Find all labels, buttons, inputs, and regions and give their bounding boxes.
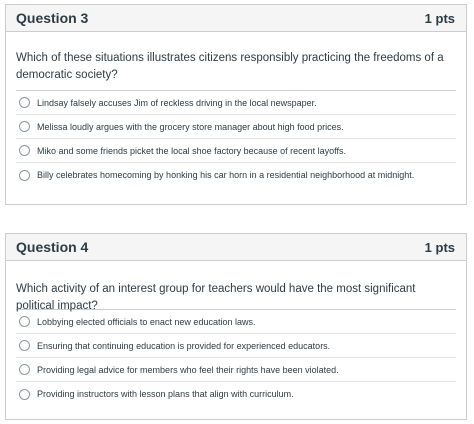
question-points: 1 pts [424,10,455,26]
answer-option[interactable] [16,358,456,382]
radio-button[interactable] [19,340,30,351]
question-header [6,234,466,261]
answer-option[interactable] [16,163,456,187]
question-4-card [5,233,467,420]
radio-button[interactable] [19,389,30,400]
answer-label[interactable]: Providing instructors with lesson plans that align with curriculum. [37,389,294,399]
answer-option[interactable] [16,115,456,139]
question-title: Question 3 [16,10,89,26]
answer-label[interactable]: Lobbying elected officials to enact new education laws. [37,316,256,327]
radio-button[interactable] [19,145,30,156]
radio-button[interactable] [19,170,30,181]
answer-label[interactable]: Melissa loudly argues with the grocery store manager about high food prices. [37,121,344,132]
answer-list [16,90,456,187]
radio-button[interactable] [19,316,30,327]
answer-option[interactable] [16,382,456,406]
answer-label[interactable]: Miko and some friends picket the local shoe factory because of recent layoffs. [37,145,346,156]
question-points: 1 pts [424,239,455,255]
answer-option[interactable] [16,139,456,163]
question-text: Which of these situations illustrates citizens responsibly practicing the freedoms of a democratic society? [16,52,444,81]
question-title: Question 4 [16,239,89,255]
radio-button[interactable] [19,364,30,375]
answer-label[interactable]: Providing legal advice for members who feel their rights have been violated. [37,364,339,375]
question-header [6,5,466,32]
answer-option[interactable] [16,334,456,358]
answer-option[interactable] [16,91,456,115]
question-text: Which activity of an interest group for teachers would have the most significant political impact? [16,283,416,312]
radio-button[interactable] [19,97,30,108]
answer-label[interactable]: Lindsay falsely accuses Jim of reckless driving in the local newspaper. [37,97,317,108]
radio-button[interactable] [19,121,30,132]
question-3-card [5,4,467,205]
answer-label[interactable]: Billy celebrates homecoming by honking his car horn in a residential neighborhood at midnight. [37,170,415,180]
answer-list [16,309,456,406]
answer-label[interactable]: Ensuring that continuing education is provided for experienced educators. [37,340,331,351]
